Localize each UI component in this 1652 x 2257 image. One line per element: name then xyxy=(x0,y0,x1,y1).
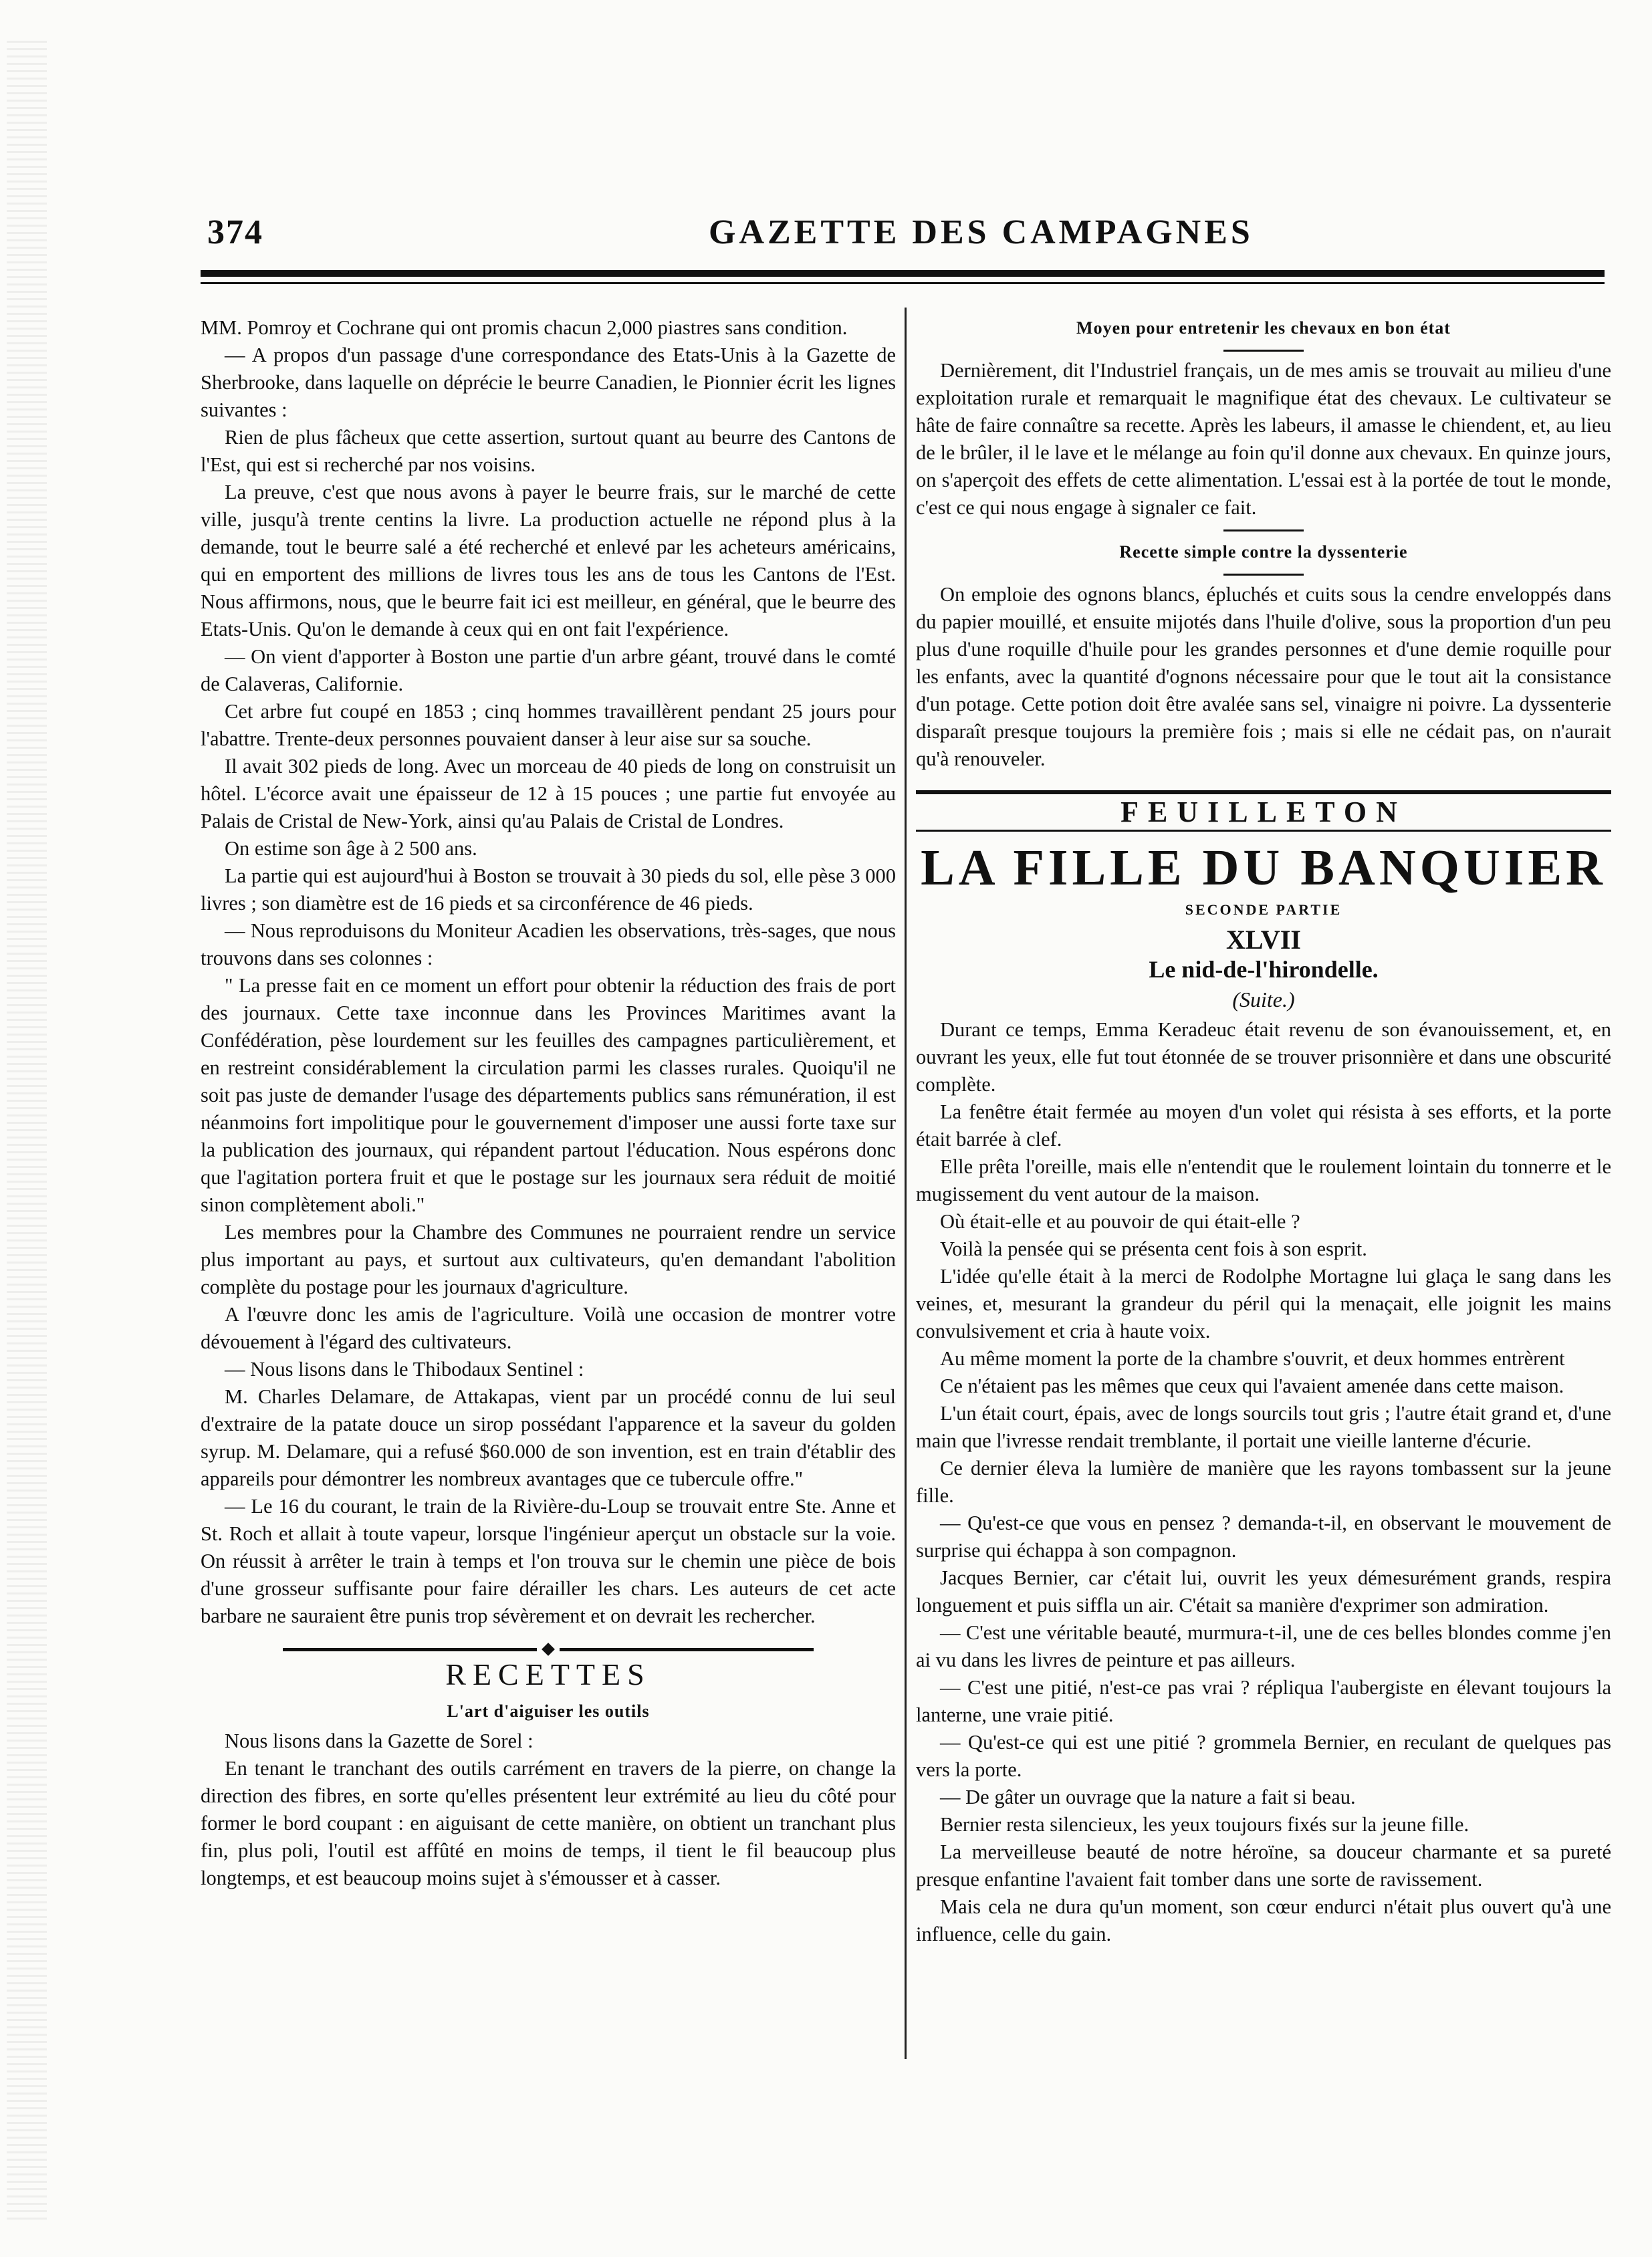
paragraph: M. Charles Delamare, de Attakapas, vient par un procédé connu de lui seul d'extraire de la patate douce un sirop possédant l'apparence et la saveur du golden syrup. M. Delamare, qui a refusé $60.000 de son invention, est en train d'établir des appareils pour démontrer les nombreux avantages que ce tubercule offre." xyxy=(201,1385,896,1490)
ornament-bar xyxy=(283,1648,537,1651)
paragraph: Durant ce temps, Emma Keradeuc était revenu de son évanouissement, et, en ouvrant les yeux, elle fut tout étonnée de se trouver prisonnière et dans une obscurité complète. xyxy=(916,1018,1611,1096)
paragraph: — C'est une véritable beauté, murmura-t-il, une de ces belles blondes comme j'en ai vu dans les livres de peinture et pas ailleurs. xyxy=(916,1621,1611,1671)
header-rule-thin xyxy=(201,282,1605,284)
paragraph: Dernièrement, dit l'Industriel français, un de mes amis se trouvait au milieu d'une exploitation rurale et remarquait le magnifique état des chevaux. Le cultivateur se hâte de faire connaître sa recette. Après les labeurs, il amasse le chiendent, et, au lieu de le brûler, il le lave et le mélange au foin qu'il donne aux chevaux. En quinze jours, on s'aperçoit des effets de cette alimentation. L'essai est à la portée de tout le monde, c'est ce qui nous engage à signaler ce fait. xyxy=(916,359,1611,519)
ornament-diamond xyxy=(542,1643,555,1656)
right-column xyxy=(916,314,1611,1948)
article-title: L'art d'aiguiser les outils xyxy=(447,1701,650,1721)
page-header xyxy=(201,201,1605,308)
paragraph: — Nous lisons dans le Thibodaux Sentinel : xyxy=(225,1358,584,1381)
paragraph: — Le 16 du courant, le train de la Rivière-du-Loup se trouvait entre Ste. Anne et St. Roch et allait à toute vapeur, lorsque l'ingénieur aperçut un obstacle sur la voie. On réussit à arrêter le train à temps et l'on trouva sur le chemin une pièce de bois d'une grosseur suffisante pour faire dérailler les chars. Les auteurs de cet acte barbare ne sauraient être punis trop sévèrement et on devrait les rechercher. xyxy=(201,1495,896,1627)
paragraph: La fenêtre était fermée au moyen d'un volet qui résista à ses efforts, et la porte était barrée à clef. xyxy=(916,1100,1611,1151)
ornament-bar xyxy=(560,1648,814,1651)
paragraph: — De gâter un ouvrage que la nature a fait si beau. xyxy=(940,1786,1356,1808)
paragraph: Il avait 302 pieds de long. Avec un morceau de 40 pieds de long on construisit un hôtel. L'écorce avait une épaisseur de 12 à 15 pouces ; une partie fut envoyée au Palais de Cristal de New-York, ainsi qu'au Palais de Cristal de Londres. xyxy=(201,755,896,832)
quoted-paragraph: " La presse fait en ce moment un effort pour obtenir la réduction des frais de port des journaux. Cette taxe inconnue dans les Provinces Maritimes avant la Confédération, pèse lourdement sur les feuilles des campagnes particulièrement, et en restreint considérablement la circulation parmi les classes rurales. Quoiqu'il ne soit pas juste de demander l'usage des départements publics sans rémunération, il est néanmoins fort impolitique pour le gouvernement d'imposer une aussi forte taxe sur la publication des journaux, qui répandent partout l'éducation. Nous espérons donc que l'agitation portera fruit et que le postage sur les journaux sera réduit de moitié sinon complètement aboli." xyxy=(201,974,896,1216)
paragraph: Jacques Bernier, car c'était lui, ouvrit les yeux démesurément grands, respira longuement et puis siffla un air. C'était sa manière d'exprimer son admiration. xyxy=(916,1566,1611,1617)
scan-edge xyxy=(7,40,47,2220)
paragraph: Mais cela ne dura qu'un moment, son cœur endurci n'était plus ouvert qu'à une influence, celle du gain. xyxy=(916,1895,1611,1945)
paragraph: Nous lisons dans la Gazette de Sorel : xyxy=(225,1730,534,1752)
part-label: SECONDE PARTIE xyxy=(1185,901,1342,918)
feuilleton-heading: FEUILLETON xyxy=(1120,796,1407,828)
page-number: 374 xyxy=(207,213,263,251)
chapter-number: XLVII xyxy=(1226,925,1301,955)
paragraph: Elle prêta l'oreille, mais elle n'entendit que le roulement lointain du tonnerre et le mugissement du vent autour de la maison. xyxy=(916,1155,1611,1205)
paragraph: — C'est une pitié, n'est-ce pas vrai ? répliqua l'aubergiste en élevant toujours la lanterne, une vraie pitié. xyxy=(916,1676,1611,1726)
paragraph: L'un était court, épais, avec de longs sourcils tout gris ; l'autre était grand et, d'une main que l'ivresse rendait tremblante, il portait une vieille lanterne d'écurie. xyxy=(916,1402,1611,1452)
feuilleton-banner xyxy=(916,790,1611,832)
section-heading-recettes: RECETTES xyxy=(445,1657,651,1691)
column-divider xyxy=(905,308,907,2059)
paragraph: — Qu'est-ce que vous en pensez ? demanda-t-il, en observant le mouvement de surprise qui échappa à son compagnon. xyxy=(916,1512,1611,1562)
left-column xyxy=(201,314,896,1892)
ornamental-rule xyxy=(201,1645,896,1654)
paragraph: La merveilleuse beauté de notre héroïne, sa douceur charmante et sa pureté presque enfantine l'avaient fait tomber dans une sorte de ravissement. xyxy=(916,1840,1611,1891)
paragraph: — A propos d'un passage d'une correspondance des Etats-Unis à la Gazette de Sherbrooke, dans laquelle on déprécie le beurre Canadien, le Pionnier écrit les lignes suivantes : xyxy=(201,344,896,421)
continued-label: (Suite.) xyxy=(1232,987,1295,1012)
paragraph: — Qu'est-ce qui est une pitié ? grommela Bernier, en reculant de quelques pas vers la porte. xyxy=(916,1731,1611,1781)
paragraph: On emploie des ognons blancs, épluchés et cuits sous la cendre enveloppés dans du papier mouillé, et ensuite mijotés dans l'huile d'olive, sous la proportion d'un peu plus d'une roquille d'huile pour les grandes personnes et d'une demie roquille pour les enfants, avec la quantité d'ognons nécessaire pour que le tout ait la consistance d'un potage. Cette potion doit être avalée sans sel, vinaigre ni poivre. La dyssenterie disparaît presque toujours la première fois ; mais si elle ne cédait pas, on n'aurait qu'à renouveler. xyxy=(916,583,1611,770)
short-rule xyxy=(1223,529,1304,531)
paragraph: Les membres pour la Chambre des Communes ne pourraient rendre un service plus important au pays, et surtout aux cultivateurs, qu'en demandant l'abolition complète du postage pour les journaux d'agriculture. xyxy=(201,1221,896,1298)
paragraph: Où était-elle et au pouvoir de qui était-elle ? xyxy=(940,1210,1300,1233)
paragraph: Rien de plus fâcheux que cette assertion, surtout quant au beurre des Cantons de l'Est, qui est si recherché par nos voisins. xyxy=(201,426,896,476)
paragraph: En tenant le tranchant des outils carrément en travers de la pierre, on change la direction des fibres, en sorte qu'elles présentent leur extrémité au lieu du côté pour former le bord coupant : en aiguisant de cette manière, on obtient un tranchant plus fin, plus poli, l'outil est affûté en moins de temps, il tient le fil beaucoup plus longtemps, et est beaucoup moins sujet à s'émousser et à casser. xyxy=(201,1757,896,1889)
paragraph: Cet arbre fut coupé en 1853 ; cinq hommes travaillèrent pendant 25 jours pour l'abattre. Trente-deux personnes pouvaient danser à leur aise sur sa souche. xyxy=(201,700,896,750)
paragraph: Ce dernier éleva la lumière de manière que les rayons tombassent sur la jeune fille. xyxy=(916,1457,1611,1507)
paragraph: MM. Pomroy et Cochrane qui ont promis chacun 2,000 piastres sans condition. xyxy=(201,316,848,339)
chapter-title: Le nid-de-l'hirondelle. xyxy=(1149,956,1379,983)
paragraph: Au même moment la porte de la chambre s'ouvrit, et deux hommes entrèrent xyxy=(940,1347,1565,1370)
short-rule xyxy=(1223,350,1304,352)
paragraph: L'idée qu'elle était à la merci de Rodolphe Mortagne lui glaça le sang dans les veines, et, mesurant la grandeur du péril qui la menaçait, elle joignit les mains convulsivement et cria à haute voix. xyxy=(916,1265,1611,1342)
article-title: Recette simple contre la dyssenterie xyxy=(1119,542,1408,562)
novel-title: LA FILLE DU BANQUIER xyxy=(921,840,1607,896)
header-rule-thick xyxy=(201,270,1605,277)
paragraph: La partie qui est aujourd'hui à Boston se trouvait à 30 pieds du sol, elle pèse 3 000 livres ; son diamètre est de 16 pieds et sa circonférence de 46 pieds. xyxy=(201,864,896,915)
journal-title: GAZETTE DES CAMPAGNES xyxy=(709,213,1254,251)
paragraph: — On vient d'apporter à Boston une partie d'un arbre géant, trouvé dans le comté de Calaveras, Californie. xyxy=(201,645,896,695)
article-title: Moyen pour entretenir les chevaux en bon état xyxy=(1076,318,1451,338)
paragraph: — Nous reproduisons du Moniteur Acadien les observations, très-sages, que nous trouvons dans ses colonnes : xyxy=(201,919,896,969)
paragraph: A l'œuvre donc les amis de l'agriculture. Voilà une occasion de montrer votre dévouement à l'égard des cultivateurs. xyxy=(201,1303,896,1353)
paragraph: La preuve, c'est que nous avons à payer le beurre frais, sur le marché de cette ville, jusqu'à trente centins la livre. La production actuelle ne répond plus à la demande, tout le beurre salé a été recherché et enlevé par les acheteurs américains, qui en emportent des millions de livres tous les ans de tous les Cantons de l'Est. Nous affirmons, nous, que le beurre fait ici est meilleur, en général, que le beurre des Etats-Unis. Qu'on le demande à ceux qui en ont fait l'expérience. xyxy=(201,481,896,640)
paragraph: Ce n'étaient pas les mêmes que ceux qui l'avaient amenée dans cette maison. xyxy=(940,1375,1564,1397)
paragraph: On estime son âge à 2 500 ans. xyxy=(225,837,477,860)
paragraph: Voilà la pensée qui se présenta cent fois à son esprit. xyxy=(940,1237,1367,1260)
short-rule xyxy=(1223,574,1304,576)
paragraph: Bernier resta silencieux, les yeux toujours fixés sur la jeune fille. xyxy=(940,1813,1469,1836)
